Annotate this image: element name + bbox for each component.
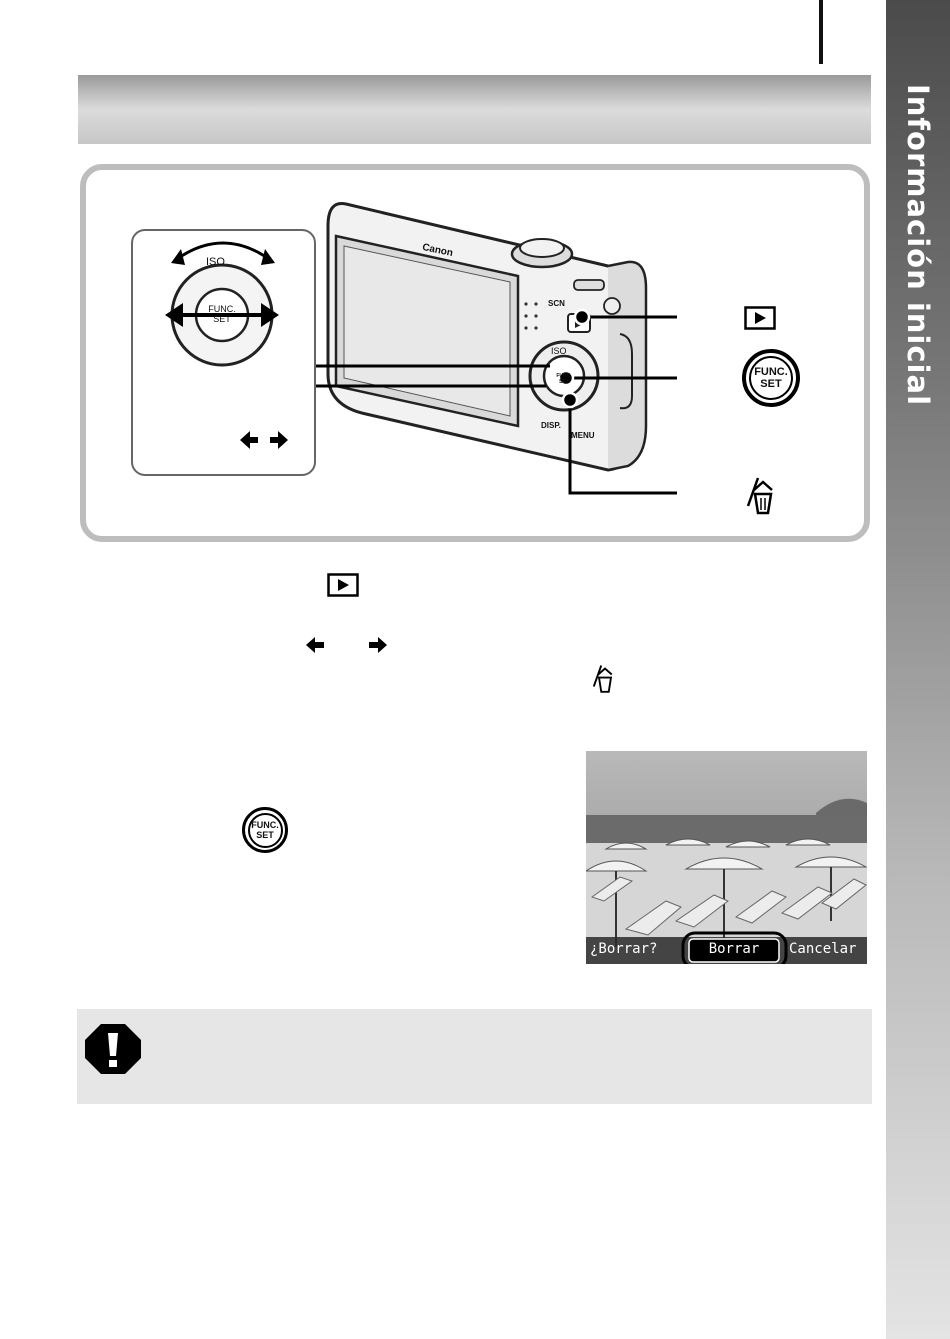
caution-icon: [83, 1022, 143, 1076]
playback-icon: [744, 306, 776, 330]
lcd-screenshot: [586, 751, 867, 964]
camera-iso-label: ISO: [551, 346, 567, 356]
camera-menu-button[interactable]: MENU: [571, 431, 595, 440]
rotate-arrow-right: [261, 249, 275, 265]
step2-right-arrow-icon: [368, 636, 388, 654]
step4-func-set-icon: FUNC. SET: [242, 807, 288, 853]
side-tab-label-wrap: [886, 83, 950, 407]
lcd-prompt: ¿Borrar?: [590, 941, 658, 957]
section-header-bar: [78, 75, 871, 144]
step2-left-arrow-icon: [305, 636, 325, 654]
camera-mode-scn: SCN: [548, 299, 565, 308]
camera-brand: Canon: [421, 241, 454, 260]
step1-playback-icon: [327, 573, 359, 597]
side-tab-label: Información inicial: [901, 83, 935, 407]
lcd-cancel-option[interactable]: Cancelar: [789, 941, 857, 957]
camera-disp-button[interactable]: DISP.: [541, 421, 561, 430]
rotate-arrow-left: [171, 249, 185, 265]
page-marker: [819, 0, 823, 64]
camera-body: [328, 203, 646, 470]
func-set-icon: FUNC. SET: [742, 349, 800, 407]
left-right-arrows-icon: [238, 430, 290, 450]
lcd-delete-option[interactable]: Borrar: [708, 941, 760, 957]
callout-dot-playback: [575, 310, 589, 324]
caution-box: [77, 1009, 872, 1104]
dial-func-set-label: FUNC. SET: [208, 304, 236, 324]
camera-func-set-label: FUNC. SET: [556, 373, 572, 385]
callout-dot-erase: [563, 393, 577, 407]
step3-erase-icon: [590, 664, 614, 694]
erase-icon: [744, 476, 774, 516]
dial-iso-label: ISO: [206, 256, 225, 268]
